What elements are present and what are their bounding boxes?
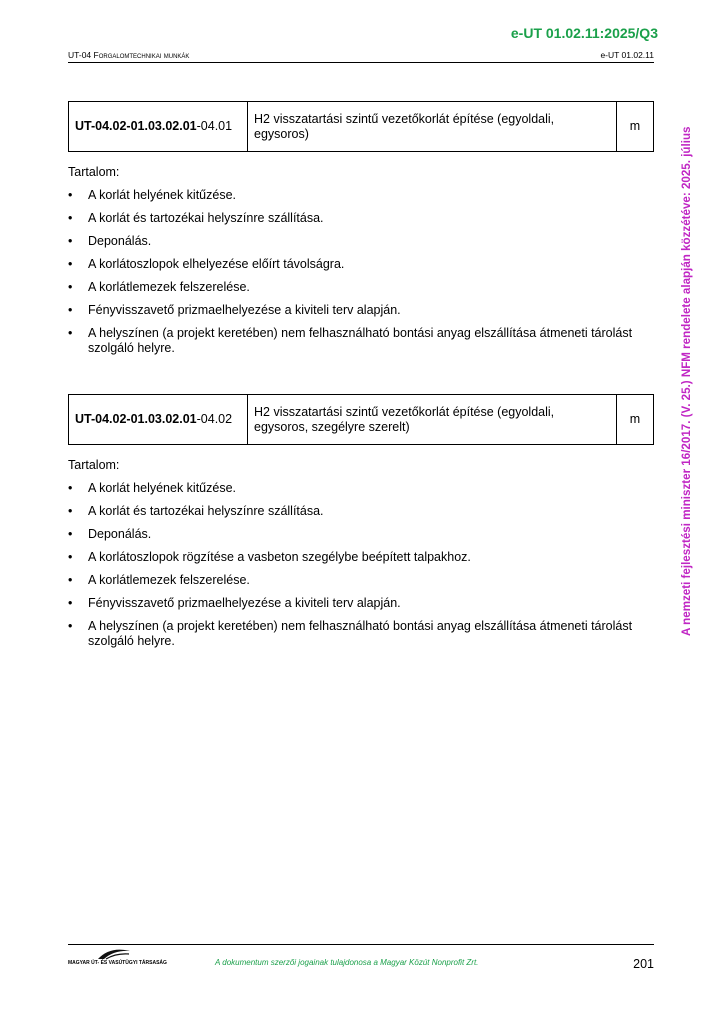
item-code-table bbox=[68, 101, 654, 152]
bullet-icon: • bbox=[68, 326, 73, 340]
list-item-text: A korlát helyének kitűzése. bbox=[88, 481, 236, 495]
list-item bbox=[68, 550, 654, 565]
list-item-text: Fényvisszavető prizmaelhelyezése a kiviteli terv alapján. bbox=[88, 303, 401, 317]
section-04-01 bbox=[68, 101, 654, 364]
list-item bbox=[68, 280, 654, 295]
bullet-icon: • bbox=[68, 550, 73, 564]
item-code-table bbox=[68, 394, 654, 445]
list-item bbox=[68, 326, 654, 356]
side-note bbox=[677, 96, 697, 636]
item-code-bold: UT-04.02-01.03.02.01 bbox=[75, 119, 197, 133]
bullet-icon: • bbox=[68, 188, 73, 202]
list-item bbox=[68, 504, 654, 519]
logo-text: MAGYAR ÚT- ÉS VASÚTÜGYI TÁRSASÁG bbox=[68, 960, 167, 966]
content-list bbox=[68, 481, 654, 649]
item-code-bold: UT-04.02-01.03.02.01 bbox=[75, 412, 197, 426]
bullet-icon: • bbox=[68, 573, 73, 587]
list-item-text: A korlát és tartozékai helyszínre szállítása. bbox=[88, 504, 324, 518]
item-code-suffix: -04.01 bbox=[196, 119, 233, 133]
tartalom-label: Tartalom: bbox=[68, 165, 120, 179]
list-item bbox=[68, 573, 654, 588]
list-item bbox=[68, 303, 654, 318]
list-item bbox=[68, 188, 654, 203]
content-list bbox=[68, 188, 654, 356]
list-item-text: A korlátoszlopok rögzítése a vasbeton szegélybe beépített talpakhoz. bbox=[88, 550, 471, 564]
list-item bbox=[68, 257, 654, 272]
section-04-02 bbox=[68, 394, 654, 657]
bullet-icon: • bbox=[68, 504, 73, 518]
list-item-text: A korlát helyének kitűzése. bbox=[88, 188, 236, 202]
list-item bbox=[68, 619, 654, 649]
bullet-icon: • bbox=[68, 303, 73, 317]
item-unit: m bbox=[617, 395, 654, 445]
list-item bbox=[68, 481, 654, 496]
list-item-text: A korlátoszlopok elhelyezése előírt távolságra. bbox=[88, 257, 345, 271]
bullet-icon: • bbox=[68, 527, 73, 541]
list-item-text: Deponálás. bbox=[88, 527, 152, 541]
bullet-icon: • bbox=[68, 280, 73, 294]
running-header bbox=[68, 50, 654, 63]
list-item bbox=[68, 527, 654, 542]
list-item-text: A helyszínen (a projekt keretében) nem felhasználható bontási anyag elszállítása átmeneti tárolást szolgáló helyre. bbox=[88, 619, 633, 648]
list-item-text: A korlátlemezek felszerelése. bbox=[88, 573, 250, 587]
list-item bbox=[68, 234, 654, 249]
bullet-icon: • bbox=[68, 257, 73, 271]
list-item bbox=[68, 596, 654, 611]
header-left-title: orgalomtechnikai munkák bbox=[98, 50, 190, 60]
page-number: 201 bbox=[633, 957, 654, 971]
bullet-icon: • bbox=[68, 234, 73, 248]
side-note-text: A nemzeti fejlesztési miniszter 16/2017. (V. 25.) NFM rendelete alapján közzétéve: 2025. július bbox=[680, 126, 693, 636]
society-logo bbox=[68, 948, 167, 970]
item-unit: m bbox=[617, 102, 654, 152]
bullet-icon: • bbox=[68, 481, 73, 495]
bullet-icon: • bbox=[68, 596, 73, 610]
header-right: e-UT 01.02.11 bbox=[600, 50, 654, 60]
bullet-icon: • bbox=[68, 619, 73, 633]
list-item-text: Deponálás. bbox=[88, 234, 152, 248]
item-description: H2 visszatartási szintű vezetőkorlát építése (egyoldali, egysoros, szegélyre szerelt) bbox=[248, 395, 617, 445]
bullet-icon: • bbox=[68, 211, 73, 225]
tartalom-label: Tartalom: bbox=[68, 458, 120, 472]
list-item-text: A korlát és tartozékai helyszínre szállítása. bbox=[88, 211, 324, 225]
document-code: e-UT 01.02.11:2025/Q3 bbox=[510, 25, 658, 41]
header-left bbox=[68, 50, 189, 60]
footer-divider bbox=[68, 944, 654, 945]
item-code bbox=[69, 102, 248, 152]
list-item-text: Fényvisszavető prizmaelhelyezése a kiviteli terv alapján. bbox=[88, 596, 401, 610]
list-item-text: A helyszínen (a projekt keretében) nem felhasználható bontási anyag elszállítása átmeneti tárolást szolgáló helyre. bbox=[88, 326, 633, 355]
copyright-notice: A dokumentum szerzői jogainak tulajdonosa a Magyar Közút Nonprofit Zrt. bbox=[215, 958, 479, 967]
item-code-suffix: -04.02 bbox=[196, 412, 233, 426]
list-item bbox=[68, 211, 654, 226]
list-item-text: A korlátlemezek felszerelése. bbox=[88, 280, 250, 294]
item-code bbox=[69, 395, 248, 445]
item-description: H2 visszatartási szintű vezetőkorlát építése (egyoldali, egysoros) bbox=[248, 102, 617, 152]
header-left-prefix: UT-04 F bbox=[68, 50, 99, 60]
